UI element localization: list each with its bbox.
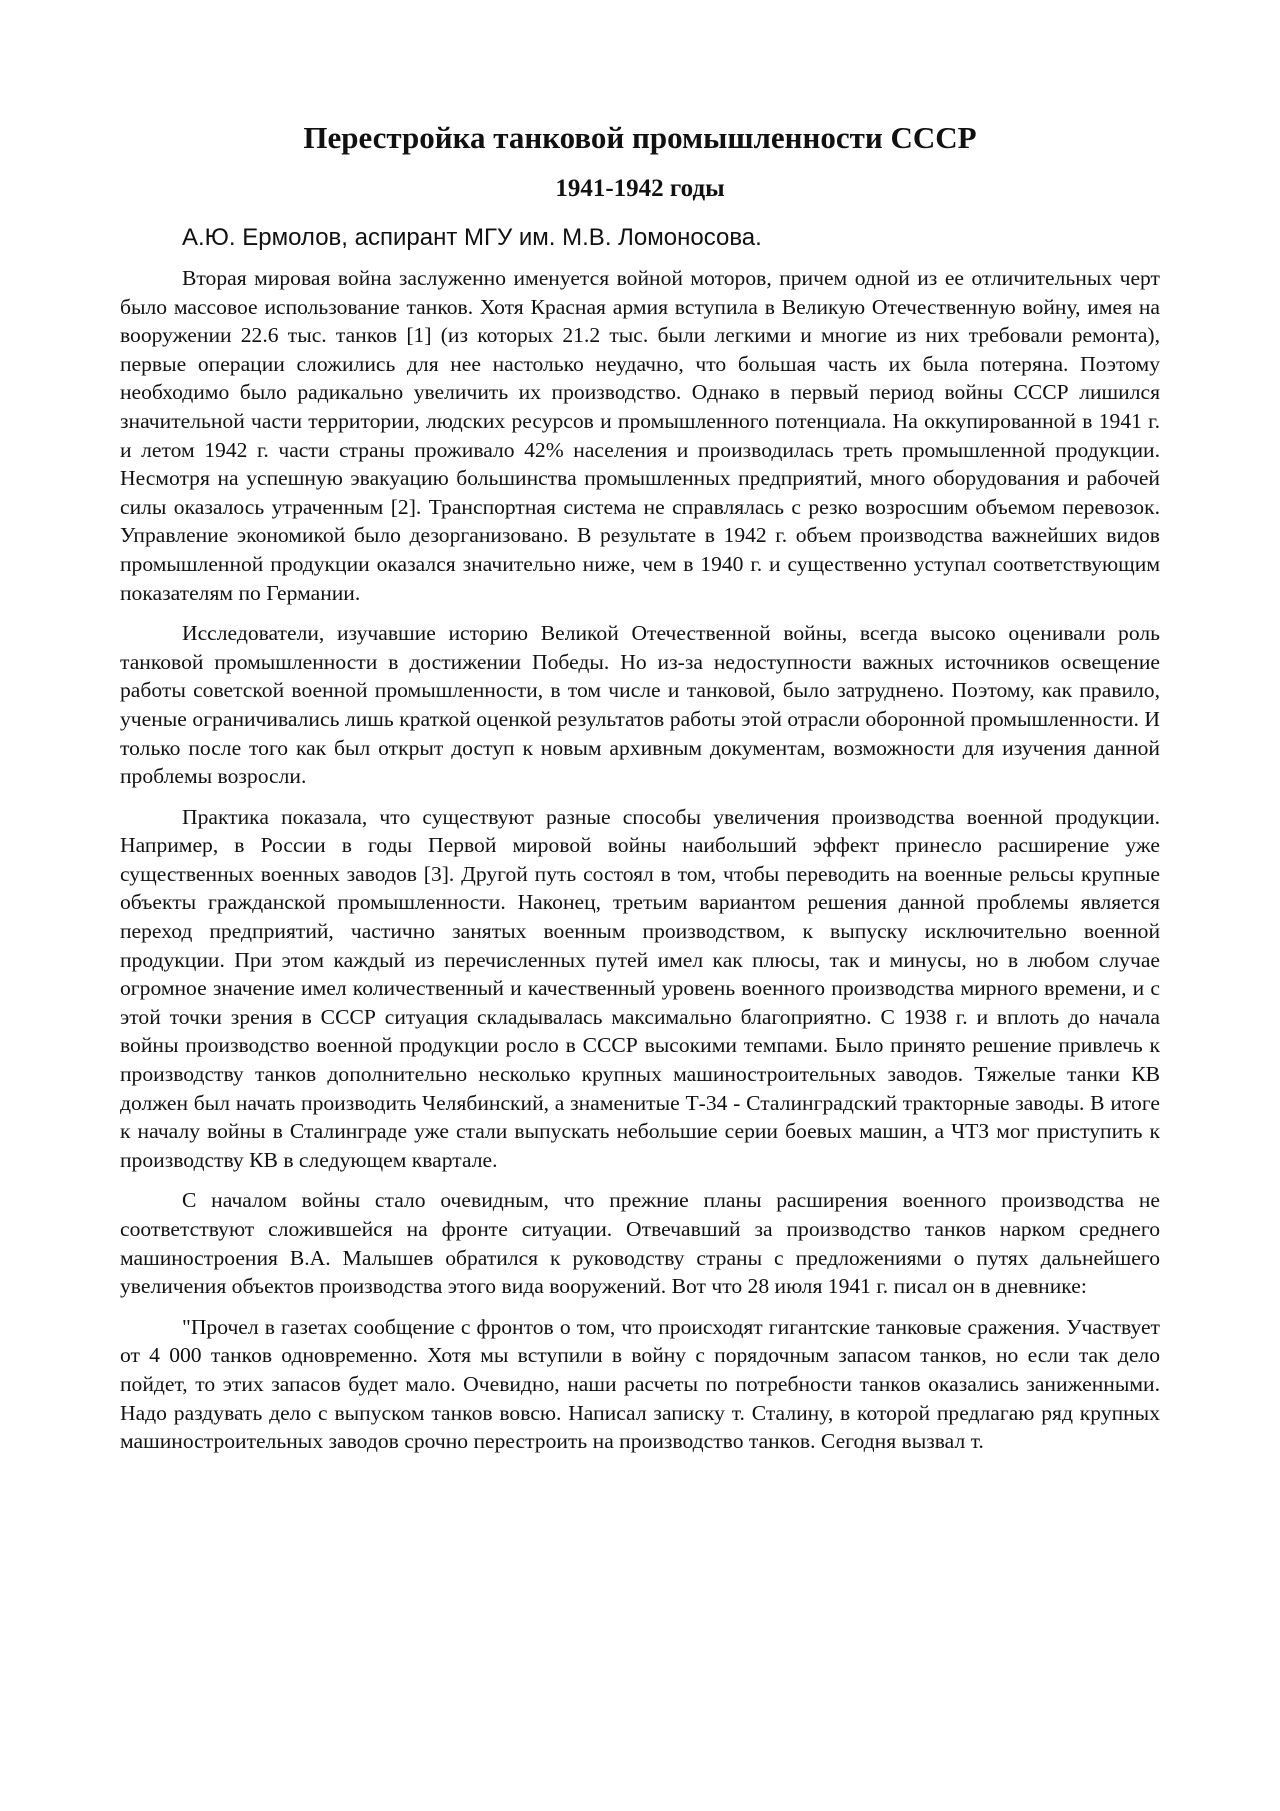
document-title: Перестройка танковой промышленности СССР (303, 120, 977, 155)
paragraph-5-quote: "Прочел в газетах сообщение с фронтов о том, что происходят гигантские танковые сражения. Участвует от 4 000 танков одновременно. Хотя мы вступили в войну с порядочным запасом танков, но если так дело пойдет, то этих запасов будет мало. Очевидно, наши расчеты по потребности танков оказались заниженными. Надо раздувать дело с выпуском танков вовсю. Написал записку т. Сталину, в которой предлагаю ряд крупных машиностроительных заводов срочно перестроить на производство танков. Сегодня вызвал т. (120, 1314, 1160, 1454)
paragraph-2: Исследователи, изучавшие историю Великой Отечественной войны, всегда высоко оценивали роль танковой промышленности в достижении Победы. Но из-за недоступности важных источников освещение работы советской военной промышленности, в том числе и танковой, было затруднено. Поэтому, как правило, ученые ограничивались лишь краткой оценкой результатов работы этой отрасли оборонной промышленности. И только после того как был открыт доступ к новым архивным документам, возможности для изучения данной проблемы возросли. (120, 621, 1160, 789)
paragraph-3: Практика показала, что существуют разные способы увеличения производства военной продукции. Например, в России в годы Первой мировой войны наибольший эффект принесло расширение уже существенных военных заводов [3]. Другой путь состоял в том, чтобы переводить на военные рельсы крупные объекты гражданской промышленности. Наконец, третьим вариантом решения данной проблемы является переход предприятий, частично занятых военным производством, к выпуску исключительно военной продукции. При этом каждый из перечисленных путей имел как плюсы, так и минусы, но в любом случае огромное значение имел количественный и качественный уровень военного производства мирного времени, и с этой точки зрения в СССР ситуация складывалась максимально благоприятно. С 1938 г. и вплоть до начала войны производство военной продукции росло в СССР высокими темпами. Было принято решение привлечь к производству танков дополнительно несколько крупных машиностроительных заводов. Тяжелые танки КВ должен был начать производить Челябинский, а знаменитые Т-34 - Сталинградский тракторные заводы. В итоге к началу войны в Сталинграде уже стали выпускать небольшие серии боевых машин, а ЧТЗ мог приступить к производству КВ в следующем квартале. (120, 804, 1160, 1172)
document-subtitle: 1941-1942 годы (555, 175, 725, 202)
paragraph-4: С началом войны стало очевидным, что прежние планы расширения военного производства не соответствуют сложившейся на фронте ситуации. Отвечавший за производство танков нарком среднего машиностроения В.А. Малышев обратился к руководству страны с предложениями о путях дальнейшего увеличения объектов производства этого вида вооружений. Вот что 28 июля 1941 г. писал он в дневнике: (120, 1188, 1160, 1299)
paragraph-1: Вторая мировая война заслуженно именуется войной моторов, причем одной из ее отличительных черт было массовое использование танков. Хотя Красная армия вступила в Великую Отечественную войну, имея на вооружении 22.6 тыс. танков [1] (из которых 21.2 тыс. были легкими и многие из них требовали ремонта), первые операции сложились для нее настолько неудачно, что большая часть их была потеряна. Поэтому необходимо было радикально увеличить их производство. Однако в первый период войны СССР лишился значительной части территории, людских ресурсов и промышленного потенциала. На оккупированной в 1941 г. и летом 1942 г. части страны проживало 42% населения и производилась треть промышленной продукции. Несмотря на успешную эвакуацию большинства промышленных предприятий, много оборудования и рабочей силы оказалось утраченным [2]. Транспортная система не справлялась с резко возросшим объемом перевозок. Управление экономикой было дезорганизовано. В результате в 1942 г. объем производства важнейших видов промышленной продукции оказался значительно ниже, чем в 1940 г. и существенно уступал соответствующим показателям по Германии. (120, 266, 1160, 605)
document-page (120, 118, 1160, 1456)
document-author: А.Ю. Ермолов, аспирант МГУ им. М.В. Ломоносова. (182, 224, 762, 251)
